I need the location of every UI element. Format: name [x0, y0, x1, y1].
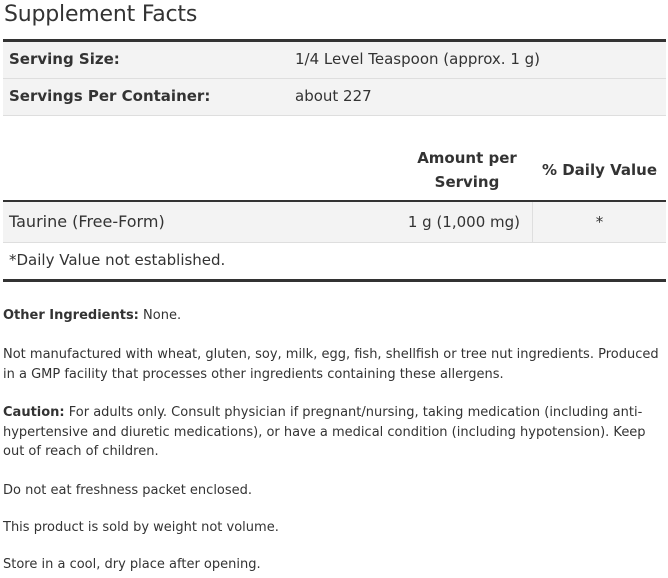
divider: [3, 115, 666, 116]
daily-value-header: % Daily Value: [541, 161, 657, 179]
other-ingredients-text: None.: [138, 308, 182, 323]
amount-header-line1: Amount per: [417, 149, 517, 167]
serving-size-label: Serving Size:: [9, 50, 120, 68]
servings-per-container-label: Servings Per Container:: [9, 87, 211, 105]
ingredient-amount: 1 g (1,000 mg): [407, 213, 520, 231]
other-ingredients-label: Other Ingredients:: [3, 308, 139, 323]
bottom-rule: [3, 279, 666, 282]
caution-statement: [3, 403, 663, 462]
other-ingredients: [3, 306, 663, 326]
amount-per-serving-header: [403, 146, 531, 194]
caution-text: For adults only. Consult physician if pregnant/nursing, taking medication (including anti-hypertensive and diuretic medications), or have a medical condition (including hypotension). Keep out of reach of children.: [3, 405, 646, 459]
storage-note: Store in a cool, dry place after opening.: [3, 557, 261, 572]
daily-value-footnote: *Daily Value not established.: [9, 251, 226, 269]
ingredient-daily-value: *: [595, 213, 604, 231]
page-title: Supplement Facts: [4, 2, 198, 27]
allergen-statement: Not manufactured with wheat, gluten, soy, milk, egg, fish, shellfish or tree nut ingredients. Produced in a GMP facility that processes other ingredients containing these allergens.: [3, 347, 659, 382]
ingredient-name: Taurine (Free-Form): [9, 212, 165, 231]
servings-per-container-value: about 227: [295, 87, 372, 105]
caution-label: Caution:: [3, 405, 65, 420]
freshness-note: Do not eat freshness packet enclosed.: [3, 483, 253, 498]
amount-header-line2: Serving: [434, 173, 500, 191]
serving-size-value: 1/4 Level Teaspoon (approx. 1 g): [295, 50, 541, 68]
divider: [3, 242, 666, 243]
weight-note: This product is sold by weight not volume.: [3, 520, 279, 535]
